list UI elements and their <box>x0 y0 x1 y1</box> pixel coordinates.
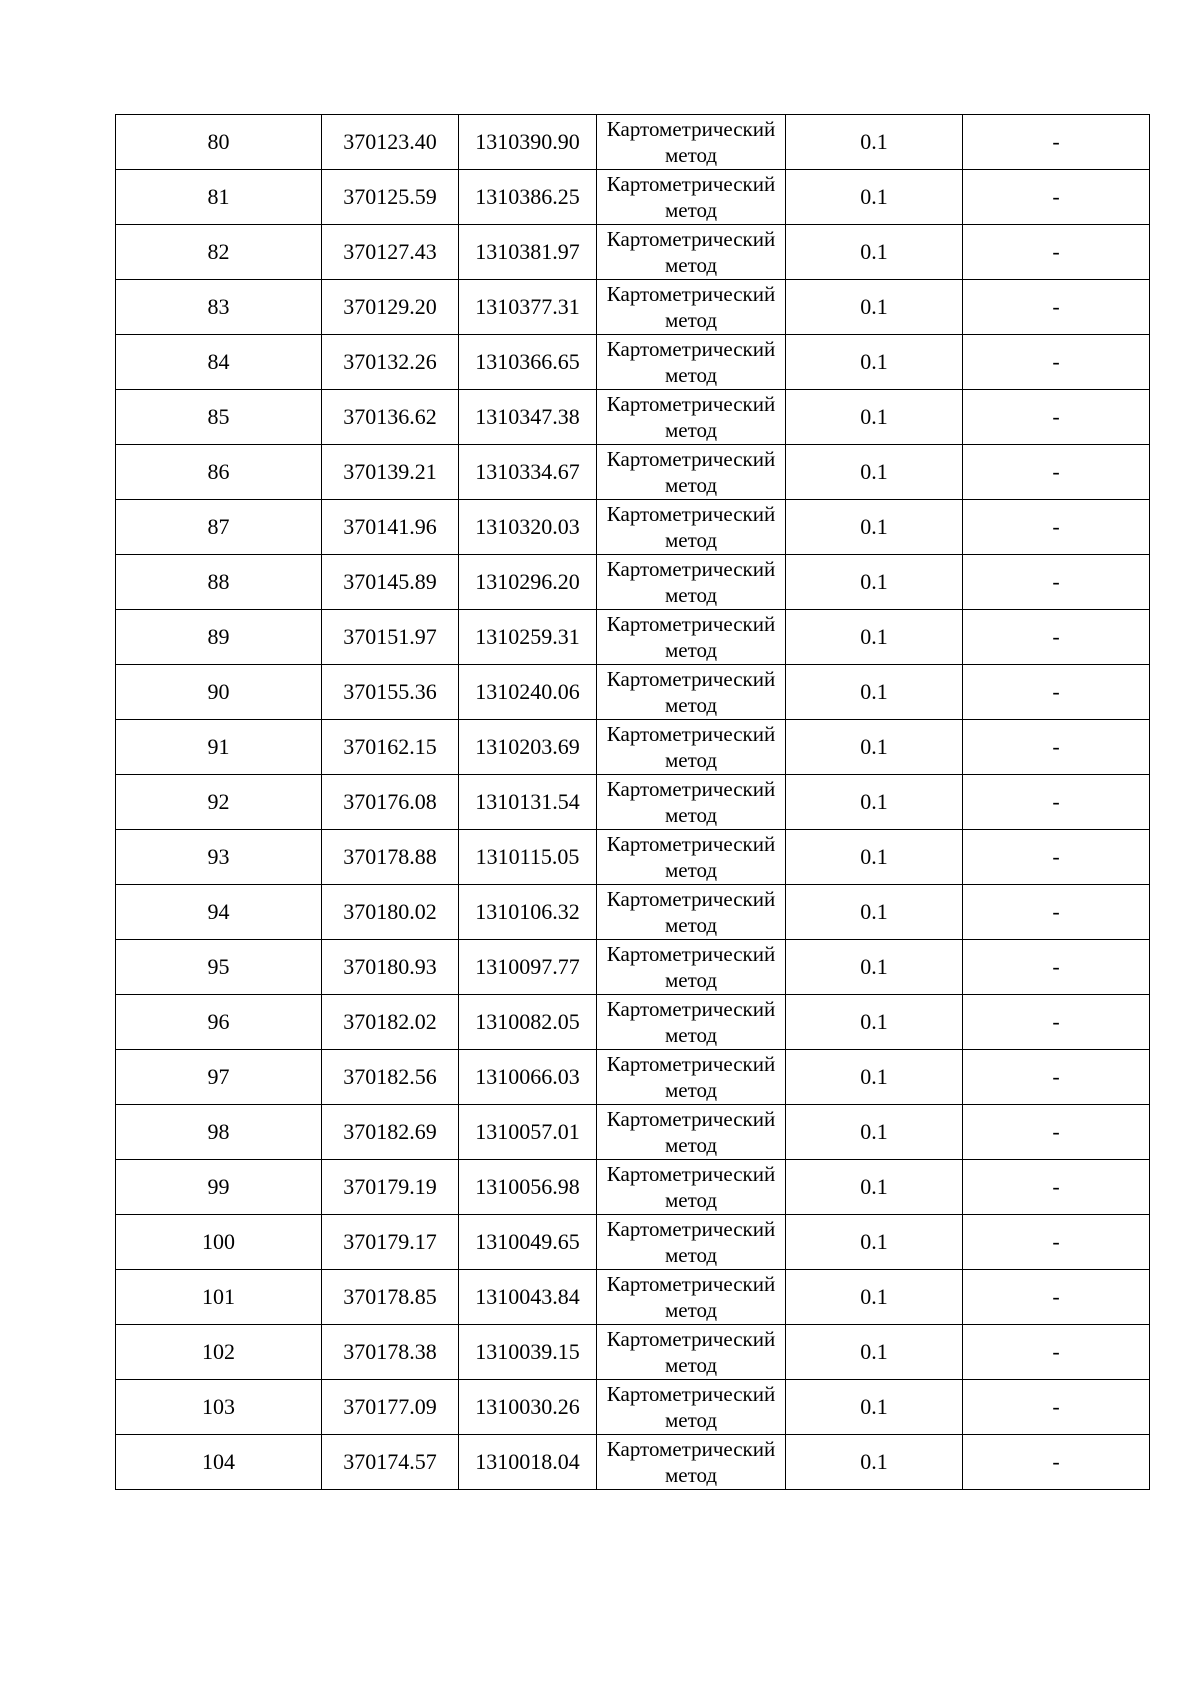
method-cell: Картометрический метод <box>597 610 786 665</box>
x-coordinate-cell: 370176.08 <box>322 775 459 830</box>
note-cell: - <box>963 1105 1150 1160</box>
y-coordinate-cell: 1310320.03 <box>459 500 597 555</box>
table-row <box>116 1270 1150 1325</box>
method-cell: Картометрический метод <box>597 390 786 445</box>
x-coordinate-cell: 370178.85 <box>322 1270 459 1325</box>
method-cell: Картометрический метод <box>597 1105 786 1160</box>
x-coordinate-cell: 370179.19 <box>322 1160 459 1215</box>
precision-cell: 0.1 <box>786 555 963 610</box>
note-cell: - <box>963 720 1150 775</box>
precision-cell: 0.1 <box>786 610 963 665</box>
x-coordinate-cell: 370162.15 <box>322 720 459 775</box>
point-number-cell: 90 <box>116 665 322 720</box>
note-cell: - <box>963 1270 1150 1325</box>
note-cell: - <box>963 610 1150 665</box>
table-row <box>116 335 1150 390</box>
y-coordinate-cell: 1310259.31 <box>459 610 597 665</box>
note-cell: - <box>963 995 1150 1050</box>
table-row <box>116 1435 1150 1490</box>
note-cell: - <box>963 830 1150 885</box>
method-cell: Картометрический метод <box>597 335 786 390</box>
point-number-cell: 91 <box>116 720 322 775</box>
x-coordinate-cell: 370145.89 <box>322 555 459 610</box>
method-cell: Картометрический метод <box>597 500 786 555</box>
x-coordinate-cell: 370129.20 <box>322 280 459 335</box>
note-cell: - <box>963 940 1150 995</box>
table-row <box>116 1105 1150 1160</box>
precision-cell: 0.1 <box>786 885 963 940</box>
y-coordinate-cell: 1310097.77 <box>459 940 597 995</box>
note-cell: - <box>963 1325 1150 1380</box>
y-coordinate-cell: 1310240.06 <box>459 665 597 720</box>
x-coordinate-cell: 370179.17 <box>322 1215 459 1270</box>
table-row <box>116 610 1150 665</box>
x-coordinate-cell: 370125.59 <box>322 170 459 225</box>
y-coordinate-cell: 1310347.38 <box>459 390 597 445</box>
y-coordinate-cell: 1310106.32 <box>459 885 597 940</box>
precision-cell: 0.1 <box>786 170 963 225</box>
point-number-cell: 96 <box>116 995 322 1050</box>
point-number-cell: 83 <box>116 280 322 335</box>
y-coordinate-cell: 1310131.54 <box>459 775 597 830</box>
point-number-cell: 92 <box>116 775 322 830</box>
table-row <box>116 170 1150 225</box>
method-cell: Картометрический метод <box>597 1270 786 1325</box>
x-coordinate-cell: 370127.43 <box>322 225 459 280</box>
precision-cell: 0.1 <box>786 1435 963 1490</box>
method-cell: Картометрический метод <box>597 1215 786 1270</box>
y-coordinate-cell: 1310115.05 <box>459 830 597 885</box>
point-number-cell: 86 <box>116 445 322 500</box>
precision-cell: 0.1 <box>786 995 963 1050</box>
precision-cell: 0.1 <box>786 280 963 335</box>
precision-cell: 0.1 <box>786 1325 963 1380</box>
x-coordinate-cell: 370136.62 <box>322 390 459 445</box>
point-number-cell: 94 <box>116 885 322 940</box>
precision-cell: 0.1 <box>786 830 963 885</box>
y-coordinate-cell: 1310057.01 <box>459 1105 597 1160</box>
method-cell: Картометрический метод <box>597 885 786 940</box>
x-coordinate-cell: 370178.38 <box>322 1325 459 1380</box>
x-coordinate-cell: 370155.36 <box>322 665 459 720</box>
point-number-cell: 84 <box>116 335 322 390</box>
table-row <box>116 1215 1150 1270</box>
y-coordinate-cell: 1310066.03 <box>459 1050 597 1105</box>
note-cell: - <box>963 665 1150 720</box>
precision-cell: 0.1 <box>786 775 963 830</box>
note-cell: - <box>963 1215 1150 1270</box>
method-cell: Картометрический метод <box>597 1050 786 1105</box>
x-coordinate-cell: 370177.09 <box>322 1380 459 1435</box>
point-number-cell: 101 <box>116 1270 322 1325</box>
note-cell: - <box>963 390 1150 445</box>
point-number-cell: 88 <box>116 555 322 610</box>
x-coordinate-cell: 370178.88 <box>322 830 459 885</box>
precision-cell: 0.1 <box>786 500 963 555</box>
table-row <box>116 500 1150 555</box>
y-coordinate-cell: 1310049.65 <box>459 1215 597 1270</box>
y-coordinate-cell: 1310039.15 <box>459 1325 597 1380</box>
point-number-cell: 104 <box>116 1435 322 1490</box>
precision-cell: 0.1 <box>786 1050 963 1105</box>
table-row <box>116 885 1150 940</box>
point-number-cell: 93 <box>116 830 322 885</box>
precision-cell: 0.1 <box>786 390 963 445</box>
point-number-cell: 97 <box>116 1050 322 1105</box>
table-body <box>116 115 1150 1490</box>
precision-cell: 0.1 <box>786 225 963 280</box>
point-number-cell: 87 <box>116 500 322 555</box>
y-coordinate-cell: 1310056.98 <box>459 1160 597 1215</box>
precision-cell: 0.1 <box>786 335 963 390</box>
note-cell: - <box>963 1380 1150 1435</box>
y-coordinate-cell: 1310018.04 <box>459 1435 597 1490</box>
method-cell: Картометрический метод <box>597 555 786 610</box>
x-coordinate-cell: 370182.02 <box>322 995 459 1050</box>
note-cell: - <box>963 335 1150 390</box>
table-row <box>116 1160 1150 1215</box>
note-cell: - <box>963 170 1150 225</box>
x-coordinate-cell: 370180.93 <box>322 940 459 995</box>
table-row <box>116 1380 1150 1435</box>
x-coordinate-cell: 370182.56 <box>322 1050 459 1105</box>
method-cell: Картометрический метод <box>597 225 786 280</box>
method-cell: Картометрический метод <box>597 665 786 720</box>
method-cell: Картометрический метод <box>597 1325 786 1380</box>
precision-cell: 0.1 <box>786 1215 963 1270</box>
precision-cell: 0.1 <box>786 720 963 775</box>
table-row <box>116 665 1150 720</box>
precision-cell: 0.1 <box>786 940 963 995</box>
note-cell: - <box>963 115 1150 170</box>
point-number-cell: 85 <box>116 390 322 445</box>
table-row <box>116 1050 1150 1105</box>
method-cell: Картометрический метод <box>597 1160 786 1215</box>
x-coordinate-cell: 370123.40 <box>322 115 459 170</box>
method-cell: Картометрический метод <box>597 775 786 830</box>
table-row <box>116 280 1150 335</box>
note-cell: - <box>963 555 1150 610</box>
point-number-cell: 89 <box>116 610 322 665</box>
y-coordinate-cell: 1310381.97 <box>459 225 597 280</box>
table-row <box>116 1325 1150 1380</box>
method-cell: Картометрический метод <box>597 445 786 500</box>
table-row <box>116 940 1150 995</box>
table-row <box>116 555 1150 610</box>
note-cell: - <box>963 500 1150 555</box>
x-coordinate-cell: 370141.96 <box>322 500 459 555</box>
table-row <box>116 995 1150 1050</box>
y-coordinate-cell: 1310296.20 <box>459 555 597 610</box>
method-cell: Картометрический метод <box>597 1380 786 1435</box>
x-coordinate-cell: 370132.26 <box>322 335 459 390</box>
y-coordinate-cell: 1310043.84 <box>459 1270 597 1325</box>
precision-cell: 0.1 <box>786 1270 963 1325</box>
y-coordinate-cell: 1310203.69 <box>459 720 597 775</box>
table-row <box>116 225 1150 280</box>
method-cell: Картометрический метод <box>597 170 786 225</box>
y-coordinate-cell: 1310334.67 <box>459 445 597 500</box>
point-number-cell: 80 <box>116 115 322 170</box>
coordinates-table <box>115 114 1150 1490</box>
precision-cell: 0.1 <box>786 1160 963 1215</box>
method-cell: Картометрический метод <box>597 720 786 775</box>
x-coordinate-cell: 370180.02 <box>322 885 459 940</box>
note-cell: - <box>963 280 1150 335</box>
note-cell: - <box>963 445 1150 500</box>
point-number-cell: 103 <box>116 1380 322 1435</box>
note-cell: - <box>963 1160 1150 1215</box>
table-row <box>116 775 1150 830</box>
table-row <box>116 720 1150 775</box>
point-number-cell: 82 <box>116 225 322 280</box>
precision-cell: 0.1 <box>786 1380 963 1435</box>
x-coordinate-cell: 370174.57 <box>322 1435 459 1490</box>
point-number-cell: 95 <box>116 940 322 995</box>
y-coordinate-cell: 1310386.25 <box>459 170 597 225</box>
precision-cell: 0.1 <box>786 115 963 170</box>
precision-cell: 0.1 <box>786 1105 963 1160</box>
note-cell: - <box>963 1435 1150 1490</box>
method-cell: Картометрический метод <box>597 115 786 170</box>
note-cell: - <box>963 775 1150 830</box>
note-cell: - <box>963 225 1150 280</box>
x-coordinate-cell: 370139.21 <box>322 445 459 500</box>
precision-cell: 0.1 <box>786 665 963 720</box>
precision-cell: 0.1 <box>786 445 963 500</box>
table-row <box>116 830 1150 885</box>
method-cell: Картометрический метод <box>597 830 786 885</box>
point-number-cell: 100 <box>116 1215 322 1270</box>
point-number-cell: 81 <box>116 170 322 225</box>
x-coordinate-cell: 370182.69 <box>322 1105 459 1160</box>
y-coordinate-cell: 1310366.65 <box>459 335 597 390</box>
point-number-cell: 98 <box>116 1105 322 1160</box>
note-cell: - <box>963 885 1150 940</box>
y-coordinate-cell: 1310030.26 <box>459 1380 597 1435</box>
y-coordinate-cell: 1310082.05 <box>459 995 597 1050</box>
method-cell: Картометрический метод <box>597 1435 786 1490</box>
x-coordinate-cell: 370151.97 <box>322 610 459 665</box>
point-number-cell: 102 <box>116 1325 322 1380</box>
table-row <box>116 115 1150 170</box>
method-cell: Картометрический метод <box>597 940 786 995</box>
point-number-cell: 99 <box>116 1160 322 1215</box>
y-coordinate-cell: 1310390.90 <box>459 115 597 170</box>
table-row <box>116 390 1150 445</box>
note-cell: - <box>963 1050 1150 1105</box>
table-row <box>116 445 1150 500</box>
method-cell: Картометрический метод <box>597 995 786 1050</box>
method-cell: Картометрический метод <box>597 280 786 335</box>
y-coordinate-cell: 1310377.31 <box>459 280 597 335</box>
